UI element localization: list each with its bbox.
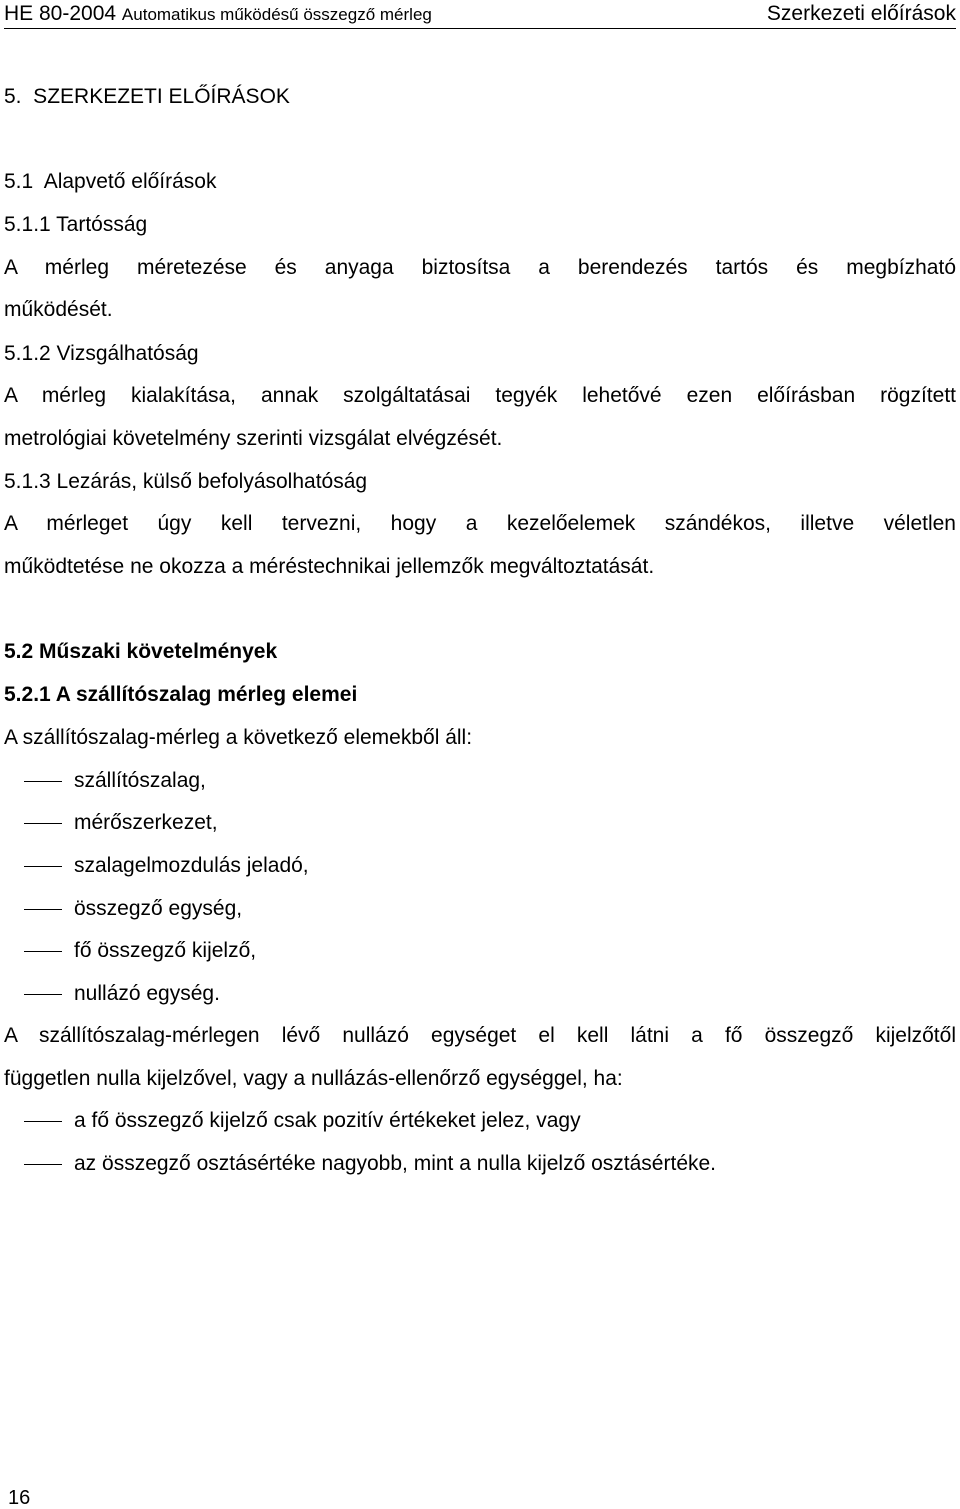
dash-bullet — [24, 1121, 62, 1122]
list-item — [24, 1108, 956, 1134]
list-item-text: szalagelmozdulás jeladó, — [74, 854, 309, 877]
section-5-1-1-title: 5.1.1 Tartósság — [4, 213, 148, 236]
section-5-1-title: 5.1 Alapvető előírások — [4, 170, 217, 193]
list-item — [24, 938, 956, 964]
section-5-1-1-text-line2: működését. — [4, 298, 113, 321]
section-5-1-2-text-line1: A mérleg kialakítása, annak szolgáltatásai tegyék lehetővé ezen előírásban rögzített — [4, 384, 956, 407]
list-item-text: az összegző osztásértéke nagyobb, mint a nulla kijelző osztásértéke. — [74, 1152, 717, 1175]
section-5-1-3-text-line2: működtetése ne okozza a méréstechnikai jellemzők megváltoztatását. — [4, 555, 655, 578]
list-item-text: fő összegző kijelző, — [74, 939, 257, 962]
chapter-title: 5. SZERKEZETI ELŐÍRÁSOK — [4, 85, 290, 108]
dash-bullet — [24, 994, 62, 995]
list-item — [24, 853, 956, 879]
dash-bullet — [24, 909, 62, 910]
dash-bullet — [24, 781, 62, 782]
list-item — [24, 1151, 956, 1177]
list-item-text: összegző egység, — [74, 897, 243, 920]
header-left — [4, 2, 432, 26]
list-item — [24, 896, 956, 922]
section-5-2-1-para-line2: független nulla kijelzővel, vagy a nullázás-ellenőrző egységgel, ha: — [4, 1067, 623, 1090]
header-doc-title: Automatikus működésű összegző mérleg — [121, 5, 432, 24]
dash-bullet — [24, 951, 62, 952]
dash-bullet — [24, 823, 62, 824]
list-item — [24, 768, 956, 794]
header-section-title: Szerkezeti előírások — [766, 2, 956, 25]
dash-bullet — [24, 1164, 62, 1165]
page-header — [4, 0, 956, 29]
dash-bullet — [24, 866, 62, 867]
section-5-1-1-text-line1: A mérleg méretezése és anyaga biztosítsa a berendezés tartós és megbízható — [4, 256, 956, 279]
section-5-2-1-para-line1: A szállítószalag-mérlegen lévő nullázó egységet el kell látni a fő összegző kijelzőtől — [4, 1024, 956, 1047]
section-5-1-2-title: 5.1.2 Vizsgálhatóság — [4, 342, 199, 365]
section-5-1-3-title: 5.1.3 Lezárás, külső befolyásolhatóság — [4, 470, 368, 493]
list-item — [24, 810, 956, 836]
page-number: 16 — [8, 1487, 31, 1509]
section-5-1-2-text-line2: metrológiai követelmény szerinti vizsgálat elvégzését. — [4, 427, 503, 450]
section-5-2-1-title: 5.2.1 A szállítószalag mérleg elemei — [4, 683, 358, 706]
section-5-2-1-intro: A szállítószalag-mérleg a következő elemekből áll: — [4, 726, 473, 749]
list-item-text: nullázó egység. — [74, 982, 220, 1005]
section-5-1-3-text-line1: A mérleget úgy kell tervezni, hogy a kezelőelemek szándékos, illetve véletlen — [4, 512, 956, 535]
list-item-text: mérőszerkezet, — [74, 811, 218, 834]
list-item-text: szállítószalag, — [74, 769, 206, 792]
header-doc-code: HE 80-2004 — [4, 2, 117, 25]
list-item — [24, 981, 956, 1007]
list-item-text: a fő összegző kijelző csak pozitív értékeket jelez, vagy — [74, 1109, 581, 1132]
section-5-2-title: 5.2 Műszaki követelmények — [4, 640, 278, 663]
